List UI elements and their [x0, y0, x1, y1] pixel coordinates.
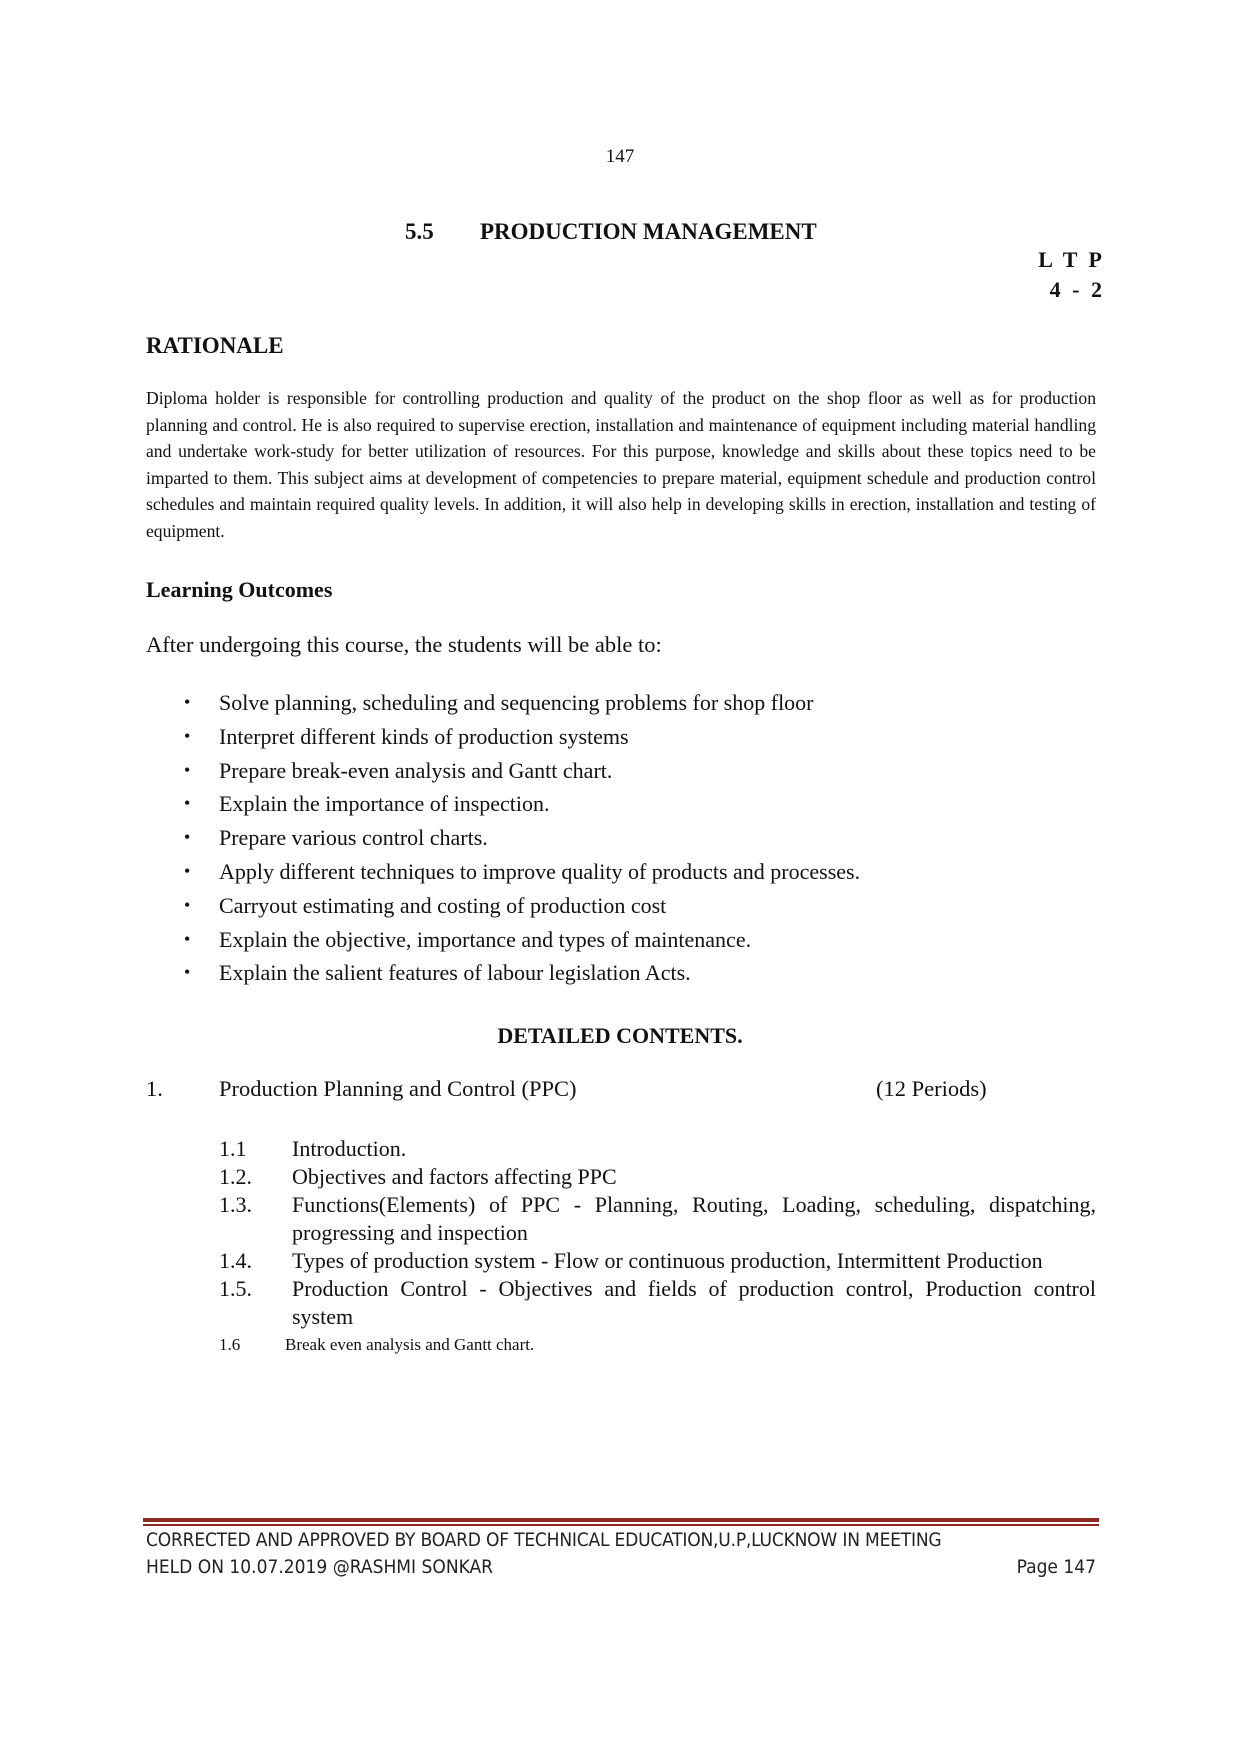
unit-periods: (12 Periods) — [876, 1076, 987, 1101]
learning-outcomes-intro: After undergoing this course, the students will be able to: — [146, 632, 662, 657]
list-item — [180, 720, 860, 754]
outcome-text: Solve planning, scheduling and sequencing problems for shop floor — [219, 690, 814, 715]
rationale-heading: RATIONALE — [146, 333, 284, 358]
subitem-number: 1.6 — [219, 1335, 241, 1354]
subitem-number: 1.5. — [219, 1276, 252, 1301]
unit-title: Production Planning and Control (PPC) — [219, 1076, 577, 1101]
footer-meeting-date: HELD ON 10.07.2019 @RASHMI SONKAR — [146, 1556, 494, 1578]
footer-rule-thin — [143, 1524, 1099, 1526]
section-title: PRODUCTION MANAGEMENT — [480, 219, 817, 244]
rationale-paragraph: Diploma holder is responsible for controlling production and quality of the product on the shop floor as well as for production planning and control. He is also required to supervise erection, installation and maintenance of equipment including material handling and undertake work-study for better utilization of resources. For this purpose, knowledge and skills about these topics need to be imparted to them. This subject aims at development of competencies to prepare material, equipment schedule and production control schedules and maintain required quality levels. In addition, it will also help in developing skills in erection, installation and testing of equipment. — [146, 388, 1096, 541]
list-item — [180, 821, 860, 855]
unit-number: 1. — [146, 1076, 163, 1101]
list-item — [180, 686, 860, 720]
subitem-text: Objectives and factors affecting PPC — [292, 1164, 617, 1189]
subitem-text: Types of production system - Flow or continuous production, Intermittent Production — [292, 1248, 1043, 1273]
outcome-text: Apply different techniques to improve quality of products and processes. — [219, 858, 861, 884]
bullet-icon: • — [184, 860, 191, 881]
bullet-icon: • — [184, 793, 191, 814]
bullet-icon: • — [184, 692, 191, 712]
bullet-icon: • — [184, 962, 191, 983]
subitem-number: 1.4. — [219, 1248, 252, 1273]
outcome-text: Prepare break-even analysis and Gantt chart. — [219, 757, 613, 783]
list-item — [180, 889, 860, 923]
subitem — [219, 1135, 1096, 1163]
outcome-text: Prepare various control charts. — [219, 825, 488, 851]
footer-rule — [143, 1518, 1099, 1522]
list-item — [180, 855, 860, 889]
subitem-list — [219, 1135, 1096, 1358]
list-item — [180, 754, 860, 788]
bullet-icon: • — [184, 827, 191, 848]
subitem — [219, 1163, 1096, 1191]
bullet-icon: • — [184, 928, 191, 949]
learning-outcomes-list — [180, 686, 860, 990]
learning-outcomes-heading: Learning Outcomes — [146, 577, 333, 602]
outcome-text: Carryout estimating and costing of production cost — [219, 892, 667, 918]
outcome-text: Explain the importance of inspection. — [219, 791, 550, 817]
page-number-top: 147 — [605, 146, 635, 167]
bullet-icon: • — [184, 894, 191, 915]
subitem — [219, 1275, 1096, 1331]
subitem-text: Introduction. — [292, 1136, 407, 1161]
ltp-values: 4 - 2 — [1049, 277, 1102, 302]
bullet-icon: • — [184, 725, 191, 746]
outcome-text: Interpret different kinds of production systems — [219, 723, 629, 749]
subitem-text: Functions(Elements) of PPC - Planning, Routing, Loading, scheduling, dispatching, progressing and inspection — [292, 1192, 1096, 1245]
subitem — [219, 1332, 1096, 1358]
subitem-text: Break even analysis and Gantt chart. — [285, 1335, 535, 1354]
subitem-number: 1.2. — [219, 1164, 252, 1189]
outcome-text: Explain the salient features of labour legislation Acts. — [219, 960, 691, 986]
list-item — [180, 923, 860, 957]
outcome-text: Explain the objective, importance and types of maintenance. — [219, 926, 752, 952]
ltp-header: L T P — [1038, 247, 1102, 272]
bullet-icon: • — [184, 759, 191, 780]
page-title — [405, 219, 817, 245]
footer-approval-line: CORRECTED AND APPROVED BY BOARD OF TECHNICAL EDUCATION,U.P,LUCKNOW IN MEETING — [146, 1529, 942, 1551]
subitem-number: 1.1 — [219, 1136, 247, 1161]
list-item — [180, 787, 860, 821]
section-number: 5.5 — [405, 219, 434, 244]
subitem-text: Production Control - Objectives and fields of production control, Production control system — [292, 1276, 1096, 1329]
detailed-contents-heading: DETAILED CONTENTS. — [497, 1023, 743, 1048]
subitem — [219, 1247, 1096, 1275]
list-item — [180, 956, 860, 990]
subitem-number: 1.3. — [219, 1192, 252, 1217]
footer-page-number: Page 147 — [1016, 1556, 1096, 1578]
subitem — [219, 1191, 1096, 1247]
